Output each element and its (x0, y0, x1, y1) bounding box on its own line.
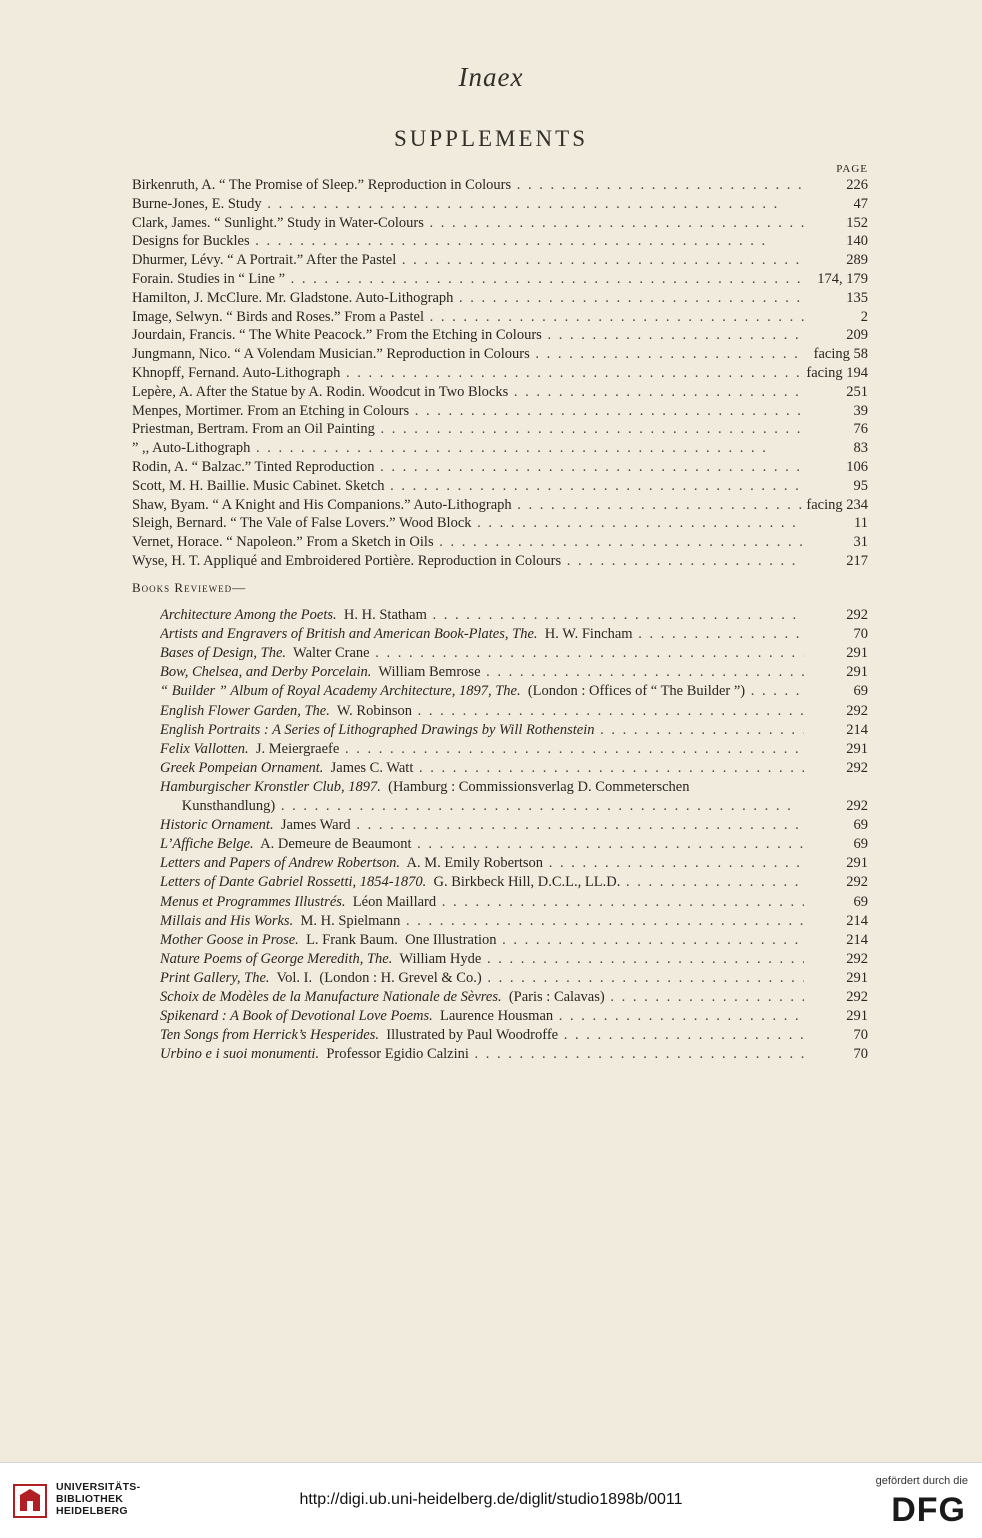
entry-text (160, 912, 804, 930)
entry-text-value (160, 626, 633, 642)
reviewed-book-entry (160, 778, 868, 796)
supplement-entry (132, 364, 868, 382)
supplement-entry (132, 496, 868, 514)
entry-page: 69 (804, 835, 868, 853)
entry-text-value (160, 664, 481, 680)
supplement-entry (132, 289, 868, 307)
entry-page: 217 (804, 552, 868, 570)
book-title: Hamburgischer Kronstler Club, 1897. (160, 778, 381, 795)
reviewed-book-entry (160, 854, 868, 872)
reviewed-book-entry (160, 835, 868, 853)
entry-text-value (160, 932, 497, 948)
reviewed-book-entry (160, 702, 868, 720)
entry-text-value (160, 817, 351, 833)
reviewed-book-entry (160, 721, 868, 739)
entry-text (160, 988, 804, 1006)
entry-page: 289 (804, 251, 868, 269)
reviewed-book-entry (160, 931, 868, 949)
entry-page: 209 (804, 326, 868, 344)
entry-text (160, 644, 804, 662)
entry-text (160, 663, 804, 681)
entry-text (160, 931, 804, 949)
supplement-entry (132, 251, 868, 269)
entry-text (132, 308, 804, 326)
book-author: W. Robinson (329, 702, 413, 719)
entry-text (132, 195, 804, 213)
supplement-entry (132, 458, 868, 476)
running-head: Inaex (458, 62, 524, 92)
entry-text (132, 496, 804, 514)
entry-page: facing 194 (804, 364, 868, 382)
entry-text (160, 625, 804, 643)
entry-text (132, 232, 804, 250)
entry-text-value: Jungmann, Nico. “ A Volendam Musician.” Reproduction in Colours (132, 346, 530, 363)
book-author: Walter Crane (286, 645, 370, 662)
reviewed-book-entry (160, 797, 868, 815)
entry-text (160, 1007, 804, 1025)
entry-text-value: Vernet, Horace. “ Napoleon.” From a Sketch in Oils (132, 534, 434, 551)
institution-line: UNIVERSITÄTS- (56, 1481, 141, 1493)
entry-page: 291 (804, 1007, 868, 1025)
entry-page: 291 (804, 969, 868, 987)
supplement-entry (132, 308, 868, 326)
entry-text-value: Designs for Buckles (132, 233, 250, 250)
supplement-entry (132, 477, 868, 495)
book-author: (London : Offices of “ The Builder ”) (520, 683, 746, 700)
entry-page: 291 (804, 663, 868, 681)
entry-page: 291 (804, 740, 868, 758)
book-author: Illustrated by Paul Woodroffe (378, 1027, 559, 1044)
book-title: Mother Goose in Prose. (160, 931, 299, 948)
entry-text-value (160, 741, 339, 757)
entry-text-value: Shaw, Byam. “ A Knight and His Companions.” Auto-Lithograph (132, 496, 512, 513)
entry-text-value (160, 1027, 558, 1043)
books-reviewed-heading: Books Reviewed— (132, 580, 247, 595)
entry-page: 292 (804, 606, 868, 624)
reviewed-book-entry (160, 988, 868, 1006)
reviewed-book-entry (160, 740, 868, 758)
reviewed-book-entry (160, 1045, 868, 1063)
entry-text-value: Hamilton, J. McClure. Mr. Gladstone. Auto-Lithograph (132, 289, 454, 306)
entry-page: 214 (804, 721, 868, 739)
entry-text (132, 289, 804, 307)
entry-text-value (160, 970, 482, 986)
entry-text-value: ” ,, Auto-Lithograph (132, 440, 251, 457)
entry-text (132, 458, 804, 476)
entry-page: 69 (804, 893, 868, 911)
entry-text-value: Forain. Studies in “ Line ” (132, 271, 286, 287)
entry-text-value (160, 1008, 553, 1024)
book-title: Architecture Among the Poets. (160, 607, 337, 623)
entry-text-value (160, 645, 370, 661)
reviewed-book-entry (160, 625, 868, 643)
page-column-label: PAGE (836, 163, 868, 175)
entry-text-value: Burne-Jones, E. Study (132, 195, 262, 212)
entry-text-value: Scott, M. H. Baillie. Music Cabinet. Sketch (132, 477, 385, 494)
entry-text (160, 797, 804, 815)
book-title: Bases of Design, The. (160, 645, 287, 662)
entry-page: 214 (804, 912, 868, 930)
reviewed-book-entry (160, 969, 868, 987)
book-author: (Hamburg : Commissionsverlag D. Commeterschen (380, 778, 690, 795)
book-title: Spikenard : A Book of Devotional Love Poems. (160, 1008, 433, 1025)
entry-text-value (160, 913, 400, 929)
entry-text (160, 969, 804, 987)
entry-page: 152 (804, 214, 868, 232)
entry-text-value (160, 798, 275, 814)
entry-page: 292 (804, 950, 868, 968)
entry-text-value: Rodin, A. “ Balzac.” Tinted Reproduction (132, 459, 375, 475)
reviewed-book-entry (160, 644, 868, 662)
supplement-entry (132, 402, 868, 420)
book-author: Vol. I. (London : H. Grevel & Co.) (269, 969, 482, 986)
book-author: William Bemrose (371, 664, 481, 681)
book-title: Urbino e i suoi monumenti. (160, 1046, 320, 1063)
reviewed-book-entry (160, 759, 868, 777)
book-author: William Hyde (392, 950, 482, 967)
book-title: Letters of Dante Gabriel Rossetti, 1854-1870. (160, 874, 427, 891)
entry-page: 31 (804, 533, 868, 551)
book-title: English Portraits : A Series of Lithographed Drawings by Will Rothenstein (160, 721, 595, 738)
entry-text-value (160, 683, 745, 699)
book-author: Léon Maillard (345, 893, 437, 910)
book-author: L. Frank Baum. One Illustration (298, 931, 497, 948)
entry-page: 2 (804, 308, 868, 326)
book-title: Print Gallery, The. (160, 969, 270, 986)
reviewed-book-entry (160, 606, 868, 624)
entry-text (160, 816, 804, 834)
supplement-entry (132, 345, 868, 363)
supplement-entry (132, 326, 868, 344)
book-title: Schoix de Modèles de la Manufacture Nationale de Sèvres. (160, 989, 502, 1005)
entry-text-value: Clark, James. “ Sunlight.” Study in Water-Colours (132, 214, 424, 231)
book-title: Letters and Papers of Andrew Robertson. (160, 855, 401, 872)
entry-text (160, 950, 804, 968)
entry-text (132, 270, 804, 288)
entry-text (132, 439, 804, 457)
entry-page: facing 58 (804, 345, 868, 363)
reviewed-book-entry (160, 873, 868, 891)
entry-page: 174, 179 (804, 270, 868, 288)
entry-page: 251 (804, 383, 868, 401)
entry-text (132, 552, 804, 570)
entry-page: 69 (804, 682, 868, 700)
entry-text (132, 477, 804, 495)
reviewed-book-entry (160, 950, 868, 968)
entry-text-value: Wyse, H. T. Appliqué and Embroidered Portière. Reproduction in Colours (132, 553, 562, 569)
reviewed-book-entry (160, 682, 868, 700)
book-title: Greek Pompeian Ornament. (160, 759, 324, 776)
entry-text (132, 420, 804, 438)
entry-text (132, 402, 804, 420)
supplement-entry (132, 533, 868, 551)
entry-text (160, 1026, 804, 1044)
reviewed-book-entry (160, 816, 868, 834)
entry-page: 47 (804, 195, 868, 213)
entry-text-value (160, 760, 413, 776)
institution-line: BIBLIOTHEK (56, 1493, 124, 1505)
supplement-entry (132, 195, 868, 213)
entry-text (132, 326, 804, 344)
entry-text-value: Lepère, A. After the Statue by A. Rodin. Woodcut in Two Blocks (132, 383, 509, 400)
entry-text (132, 383, 804, 401)
entry-page: 70 (804, 1026, 868, 1044)
entry-text (160, 682, 804, 700)
entry-text (132, 176, 804, 194)
entry-text (160, 721, 804, 739)
entry-text-value (160, 989, 605, 1005)
book-author: Professor Egidio Calzini (319, 1046, 469, 1063)
entry-text-value: Jourdain, Francis. “ The White Peacock.” From the Etching in Colours (132, 327, 542, 344)
entry-text (160, 835, 804, 853)
supplement-entry (132, 439, 868, 457)
entry-page: 226 (804, 176, 868, 194)
book-author: (Paris : Calavas) (501, 989, 605, 1005)
entry-page: 76 (804, 420, 868, 438)
book-title: Historic Ornament. (160, 817, 274, 834)
entry-text-value (160, 894, 436, 910)
entry-text-value (160, 951, 481, 967)
entry-text (132, 533, 804, 551)
book-title: Millais and His Works. (160, 912, 294, 929)
entry-page: 292 (804, 702, 868, 720)
entry-text-value (160, 703, 412, 719)
entry-page: 214 (804, 931, 868, 949)
entry-text (132, 514, 804, 532)
entry-text (160, 759, 804, 777)
book-author: H. H. Statham (336, 607, 427, 623)
entry-text-value: Birkenruth, A. “ The Promise of Sleep.” Reproduction in Colours (132, 177, 512, 193)
book-title: L’Affiche Belge. (160, 836, 254, 853)
supplement-entry (132, 420, 868, 438)
supplement-entry (132, 383, 868, 401)
entry-page: 292 (804, 759, 868, 777)
entry-page: 292 (804, 988, 868, 1006)
entry-page: 292 (804, 873, 868, 891)
entry-page: 11 (804, 514, 868, 532)
supplement-entry (132, 214, 868, 232)
book-author: Laurence Housman (432, 1008, 554, 1025)
entry-page: 69 (804, 816, 868, 834)
entry-page: 292 (804, 797, 868, 815)
supplement-entry (132, 232, 868, 250)
entry-text-value (160, 855, 543, 871)
entry-text-value (160, 874, 620, 890)
book-author: M. H. Spielmann (293, 912, 401, 929)
entry-text-value: Sleigh, Bernard. “ The Vale of False Lovers.” Wood Block (132, 515, 472, 532)
book-title: Menus et Programmes Illustrés. (160, 893, 346, 910)
entry-text (160, 778, 804, 796)
book-title: Bow, Chelsea, and Derby Porcelain. (160, 664, 372, 681)
reviewed-book-entry (160, 1007, 868, 1025)
supplement-entry (132, 552, 868, 570)
entry-page: 135 (804, 289, 868, 307)
permalink-url[interactable]: http://digi.ub.uni-heidelberg.de/diglit/studio1898b/0011 (299, 1491, 683, 1508)
entry-text (160, 740, 804, 758)
entry-text-value (160, 836, 412, 852)
reviewed-book-entry (160, 912, 868, 930)
entry-page: 106 (804, 458, 868, 476)
entry-page: 70 (804, 1045, 868, 1063)
book-author: A. Demeure de Beaumont (253, 836, 412, 853)
book-author: G. Birkbeck Hill, D.C.L., LL.D. (426, 874, 621, 891)
supplement-entry (132, 176, 868, 194)
book-title: Nature Poems of George Meredith, The. (160, 950, 393, 967)
book-author: James Ward (273, 817, 351, 834)
reviewed-book-entry (160, 893, 868, 911)
entry-text (132, 345, 804, 363)
reviewed-book-entry (160, 663, 868, 681)
entry-text-value: Menpes, Mortimer. From an Etching in Colours (132, 402, 410, 419)
entry-page: 39 (804, 402, 868, 420)
entry-page: 95 (804, 477, 868, 495)
entry-text (160, 893, 804, 911)
supplement-entry (132, 270, 868, 288)
entry-text-value (160, 779, 690, 795)
entry-text (160, 854, 804, 872)
entry-text (132, 214, 804, 232)
entry-page: 70 (804, 625, 868, 643)
book-author: James C. Watt (323, 759, 414, 776)
book-author: J. Meiergraefe (248, 740, 340, 757)
entry-text-value (160, 607, 427, 623)
section-title: SUPPLEMENTS (393, 126, 589, 151)
entry-page: 83 (804, 439, 868, 457)
book-title: Ten Songs from Herrick’s Hesperides. (160, 1027, 379, 1044)
funded-by-label: gefördert durch die (875, 1475, 968, 1487)
entry-text (160, 606, 804, 624)
book-title: Felix Vallotten. (160, 740, 249, 757)
entry-text-value: Priestman, Bertram. From an Oil Painting (132, 421, 375, 438)
entry-text (160, 702, 804, 720)
book-author: A. M. Emily Robertson (400, 855, 544, 872)
entry-text-value (160, 722, 594, 738)
entry-page: 291 (804, 644, 868, 662)
entry-text (132, 364, 804, 382)
entry-text-value: Image, Selwyn. “ Birds and Roses.” From a Pastel (132, 308, 424, 325)
book-title: “ Builder ” Album of Royal Academy Architecture, 1897, The. (160, 683, 521, 700)
reviewed-book-entry (160, 1026, 868, 1044)
entry-text (160, 873, 804, 891)
book-title: English Flower Garden, The. (160, 702, 330, 719)
footer-bar (0, 1462, 982, 1538)
entry-text (132, 251, 804, 269)
entry-text-value (160, 1046, 469, 1062)
entry-text-value: Dhurmer, Lévy. “ A Portrait.” After the Pastel (132, 252, 397, 269)
supplement-entry (132, 514, 868, 532)
institution-line: HEIDELBERG (56, 1505, 128, 1517)
book-title: Artists and Engravers of British and American Book-Plates, The. (160, 626, 538, 643)
dfg-logo: DFG (891, 1491, 966, 1529)
entry-page: 291 (804, 854, 868, 872)
entry-text-value: Khnopff, Fernand. Auto-Lithograph (132, 365, 341, 381)
book-author: H. W. Fincham (537, 626, 633, 643)
entry-page: facing 234 (804, 496, 868, 514)
book-author: Kunsthandlung) (160, 798, 276, 814)
entry-text (160, 1045, 804, 1063)
entry-page: 140 (804, 232, 868, 250)
